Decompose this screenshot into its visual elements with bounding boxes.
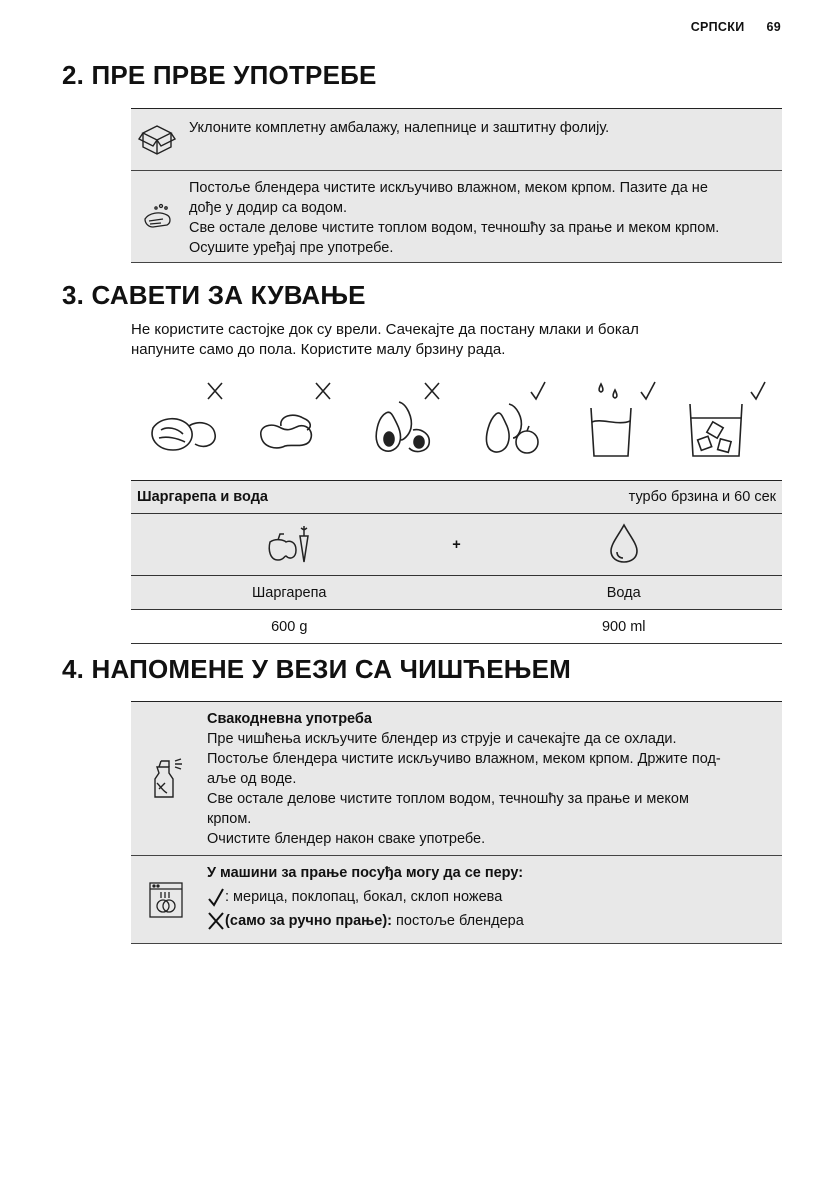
nuts-icon (152, 419, 215, 450)
dishwasher-allowed-text: : мерица, поклопац, бокал, склоп ножева (225, 889, 503, 905)
allowed-mark (751, 382, 765, 399)
soft-fruit-icon (486, 404, 538, 453)
allowed-mark (531, 382, 545, 399)
check-icon (207, 887, 225, 907)
not-allowed-mark (208, 383, 222, 399)
text-line: Очистите блендер након сваке употребе. (207, 831, 486, 847)
section4-title: 4. НАПОМЕНЕ У ВЕЗИ СА ЧИШЋЕЊЕМ (62, 654, 572, 684)
page-number: 69 (766, 20, 781, 34)
text-line: Постоље блендера чистите искључиво влажном, меком крпом. Пазите да не (189, 180, 708, 196)
intro-line: напуните само до пола. Користите малу брзину рада. (131, 341, 506, 358)
text-line: дође у додир са водом. (189, 200, 347, 216)
beans-icon (261, 415, 312, 448)
text-line: Све остале делове чистите топлом водом, течношћу за прање и меком (207, 791, 689, 807)
section4-table (131, 701, 782, 944)
recipe-label-row (131, 576, 782, 610)
ingredient-label: Вода (606, 584, 641, 601)
recipe-amount-row (131, 610, 782, 644)
ice-cubes-glass-icon (690, 404, 742, 456)
section2-title: 2. ПРЕ ПРВЕ УПОТРЕБЕ (62, 60, 377, 90)
cross-icon (207, 911, 225, 931)
section3-title: 3. САВЕТИ ЗА КУВАЊЕ (62, 280, 366, 310)
ingredient-amount: 900 ml (601, 618, 646, 635)
page-header (691, 20, 781, 34)
section2-table (131, 108, 782, 263)
section2-row-text (183, 171, 782, 262)
avocado-pits-icon (376, 402, 429, 451)
ingredient-label: Шаргарепа (252, 584, 327, 601)
recipe-header-row (131, 481, 782, 514)
section2-row-packaging (131, 109, 782, 171)
plus-sign: + (452, 536, 461, 553)
dishwasher-row (131, 856, 782, 944)
text-line: Уклоните комплетну амбалажу, налепнице и заштитну фолију. (189, 120, 610, 136)
section3-intro (131, 320, 751, 360)
section2-row-cleaning (131, 171, 782, 263)
spray-cleaning-icon (131, 702, 201, 855)
text-line: Све остале делове чистите топлом водом, течношћу за прање и меком крпом. (189, 220, 720, 236)
water-drop-icon (467, 522, 782, 568)
daily-use-row (131, 702, 782, 856)
recipe-setting: турбо брзина и 60 сек (628, 489, 776, 505)
dishwasher-allowed-line (207, 887, 778, 907)
dishwasher-not-allowed-line (207, 911, 778, 931)
recipe-table (131, 480, 782, 644)
allowed-mark (641, 382, 655, 399)
liquid-glass-icon (591, 384, 631, 456)
language-label: СРПСКИ (690, 20, 745, 34)
dishwasher-heading: У машини за прање посуђа могу да се перу: (207, 865, 524, 881)
not-allowed-mark (316, 383, 330, 399)
ingredient-icons-row (131, 378, 782, 463)
cloth-wiping-icon (131, 171, 183, 262)
hand-wash-only-label: (само за ручно прање): (225, 913, 392, 929)
not-allowed-mark (425, 383, 439, 399)
dishwasher-icon (131, 856, 201, 943)
text-line: аље од воде. (207, 771, 297, 787)
ingredient-amount: 600 g (271, 618, 308, 635)
recipe-name: Шаргарепа и вода (137, 489, 268, 505)
recipe-icons-row (131, 514, 782, 576)
package-box-icon (131, 109, 183, 170)
daily-use-heading: Свакодневна употреба (207, 711, 372, 727)
text-line: Осушите уређај пре употребе. (189, 240, 394, 256)
text-line: крпом. (207, 811, 252, 827)
text-line: Постоље блендера чистите искључиво влажном, меком крпом. Држите под- (207, 751, 721, 767)
section2-row-text (183, 109, 782, 170)
intro-line: Не користите састојке док су врели. Сачекајте да постану млаки и бокал (131, 321, 639, 338)
hand-wash-only-text: постоље блендера (392, 913, 524, 929)
carrot-pepper-icon (132, 522, 447, 568)
daily-use-text (201, 702, 782, 855)
text-line: Пре чишћења искључите блендер из струје и сачекајте да се охлади. (207, 731, 677, 747)
dishwasher-text (201, 856, 782, 943)
